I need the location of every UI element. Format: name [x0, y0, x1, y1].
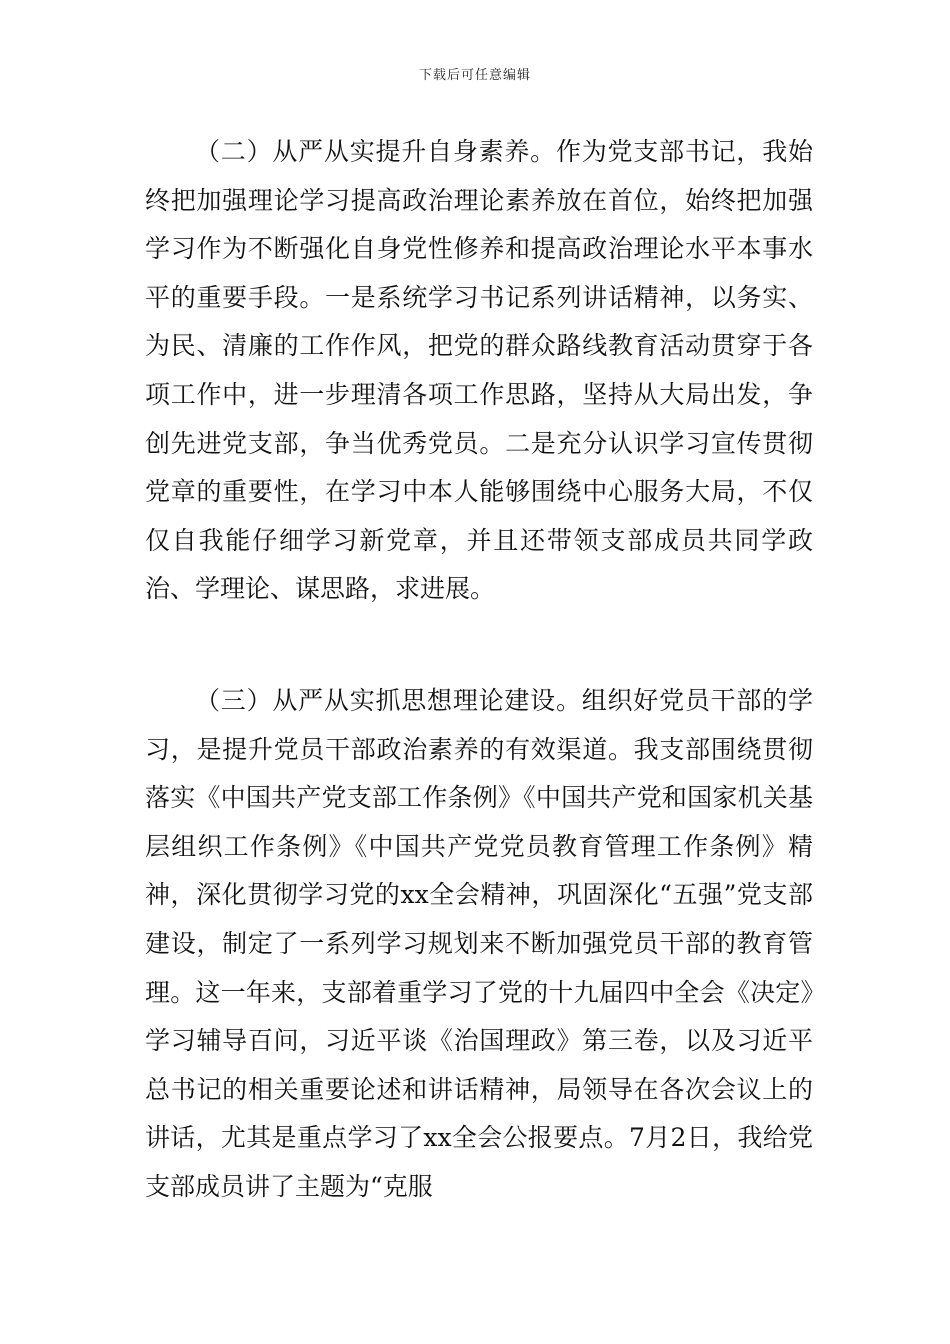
paragraph-spacer — [145, 614, 813, 677]
document-body — [145, 128, 813, 1211]
paragraph-section-3: （三）从严从实抓思想理论建设。组织好党员干部的学习，是提升党员干部政治素养的有效渠道。我支部围绕贯彻落实《中国共产党支部工作条例》《中国共产党和国家机关基层组织工作条例》《中国共产党党员教育管理工作条例》精神，深化贯彻学习党的xx全会精神，巩固深化“五强”党支部建设，制定了一系列学习规划来不断加强党员干部的教育管理。这一年来，支部着重学习了党的十九届四中全会《决定》学习辅导百问，习近平谈《治国理政》第三卷，以及习近平总书记的相关重要论述和讲话精神，局领导在各次会议上的讲话，尤其是重点学习了xx全会公报要点。7月2日，我给党支部成员讲了主题为“克服 — [145, 685, 813, 1201]
page-header: 下载后可任意编辑 — [418, 68, 531, 83]
paragraph-section-2: （二）从严从实提升自身素养。作为党支部书记，我始终把加强理论学习提高政治理论素养放在首位，始终把加强学习作为不断强化自身党性修养和提高政治理论水平本事水平的重要手段。一是系统学习书记系列讲话精神，以务实、为民、清廉的工作作风，把党的群众路线教育活动贯穿于各项工作中，进一步理清各项工作思路，坚持从大局出发，争创先进党支部，争当优秀党员。二是充分认识学习宣传贯彻党章的重要性，在学习中本人能够围绕中心服务大局，不仅仅自我能仔细学习新党章，并且还带领支部成员共同学政治、学理论、谋思路，求进展。 — [145, 137, 813, 604]
